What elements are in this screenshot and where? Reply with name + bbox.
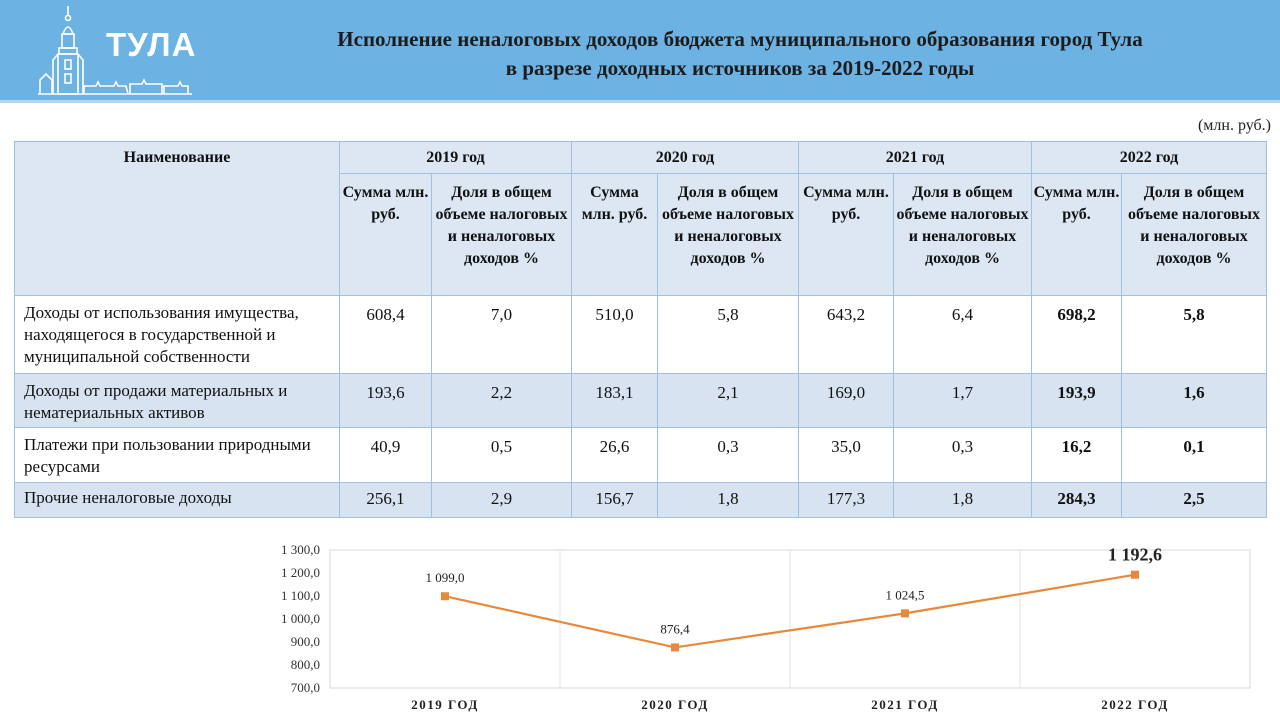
x-category-label: 2022 ГОД <box>1101 697 1169 712</box>
row-name: Платежи при пользовании природными ресурсами <box>15 428 340 483</box>
subheader-share: Доля в общем объеме налоговых и неналоговых доходов % <box>894 174 1032 296</box>
cell-share-2021: 0,3 <box>894 428 1032 483</box>
cell-sum-2021: 177,3 <box>799 483 894 518</box>
units-note: (млн. руб.) <box>1197 117 1271 134</box>
column-header-year: 2021 год <box>799 142 1032 174</box>
row-name: Прочие неналоговые доходы <box>15 483 340 518</box>
data-point-marker <box>671 643 679 651</box>
y-tick-label: 1 300,0 <box>281 542 320 557</box>
title-line-2: в разрезе доходных источников за 2019-2022 годы <box>505 56 975 80</box>
subheader-share: Доля в общем объеме налоговых и неналоговых доходов % <box>658 174 799 296</box>
cell-sum-2022: 193,9 <box>1032 374 1122 428</box>
y-tick-label: 1 000,0 <box>281 611 320 626</box>
x-category-label: 2020 ГОД <box>641 697 709 712</box>
cell-share-2019: 0,5 <box>432 428 572 483</box>
cell-share-2021: 1,8 <box>894 483 1032 518</box>
cell-share-2019: 2,9 <box>432 483 572 518</box>
data-label: 1 192,6 <box>1108 544 1162 565</box>
cell-share-2021: 1,7 <box>894 374 1032 428</box>
cell-share-2022: 0,1 <box>1122 428 1267 483</box>
subheader-sum: Сумма млн. руб. <box>340 174 432 296</box>
y-tick-label: 900,0 <box>290 634 320 649</box>
cell-sum-2021: 169,0 <box>799 374 894 428</box>
table-row <box>15 296 1267 374</box>
cell-share-2020: 5,8 <box>658 296 799 374</box>
cell-share-2020: 0,3 <box>658 428 799 483</box>
header-banner <box>0 0 1280 100</box>
cell-share-2022: 5,8 <box>1122 296 1267 374</box>
cell-share-2019: 2,2 <box>432 374 572 428</box>
table-header-row <box>15 142 1267 174</box>
cell-sum-2019: 608,4 <box>340 296 432 374</box>
column-header-year: 2020 год <box>572 142 799 174</box>
table-row <box>15 428 1267 483</box>
cell-share-2021: 6,4 <box>894 296 1032 374</box>
header-divider <box>0 100 1280 103</box>
data-point-marker <box>901 609 909 617</box>
cell-share-2019: 7,0 <box>432 296 572 374</box>
data-label: 1 024,5 <box>885 587 925 603</box>
data-point-marker <box>1131 571 1139 579</box>
cell-share-2022: 2,5 <box>1122 483 1267 518</box>
cell-sum-2022: 284,3 <box>1032 483 1122 518</box>
y-tick-label: 1 100,0 <box>281 588 320 603</box>
x-category-label: 2019 ГОД <box>411 697 479 712</box>
y-tick-label: 800,0 <box>290 657 320 672</box>
city-logo-text: ТУЛА <box>106 26 197 63</box>
title-line-1: Исполнение неналоговых доходов бюджета муниципального образования город Тула <box>337 27 1143 51</box>
cell-sum-2021: 35,0 <box>799 428 894 483</box>
cell-sum-2019: 40,9 <box>340 428 432 483</box>
subheader-sum: Сумма млн. руб. <box>572 174 658 296</box>
row-name: Доходы от продажи материальных и нематериальных активов <box>15 374 340 428</box>
cell-sum-2020: 183,1 <box>572 374 658 428</box>
x-category-label: 2021 ГОД <box>871 697 939 712</box>
column-header-name: Наименование <box>15 142 340 296</box>
cell-sum-2021: 643,2 <box>799 296 894 374</box>
cell-share-2022: 1,6 <box>1122 374 1267 428</box>
cell-sum-2022: 16,2 <box>1032 428 1122 483</box>
revenue-table <box>14 141 1267 518</box>
cell-sum-2019: 193,6 <box>340 374 432 428</box>
cell-sum-2020: 26,6 <box>572 428 658 483</box>
column-header-year: 2022 год <box>1032 142 1267 174</box>
subheader-sum: Сумма млн. руб. <box>1032 174 1122 296</box>
subheader-sum: Сумма млн. руб. <box>799 174 894 296</box>
table-row <box>15 483 1267 518</box>
cell-sum-2019: 256,1 <box>340 483 432 518</box>
total-revenue-line-chart <box>260 538 1260 718</box>
cell-share-2020: 2,1 <box>658 374 799 428</box>
table-row <box>15 374 1267 428</box>
cell-sum-2020: 510,0 <box>572 296 658 374</box>
cell-share-2020: 1,8 <box>658 483 799 518</box>
data-label: 1 099,0 <box>425 570 465 586</box>
cell-sum-2020: 156,7 <box>572 483 658 518</box>
y-tick-label: 700,0 <box>290 680 320 695</box>
subheader-share: Доля в общем объеме налоговых и неналоговых доходов % <box>1122 174 1267 296</box>
column-header-year: 2019 год <box>340 142 572 174</box>
data-label: 876,4 <box>660 621 690 637</box>
subheader-share: Доля в общем объеме налоговых и неналоговых доходов % <box>432 174 572 296</box>
page-title <box>250 25 1230 83</box>
cell-sum-2022: 698,2 <box>1032 296 1122 374</box>
y-tick-label: 1 200,0 <box>281 565 320 580</box>
row-name: Доходы от использования имущества, находящегося в государственной и муниципальной собственности <box>15 296 340 374</box>
data-point-marker <box>441 592 449 600</box>
